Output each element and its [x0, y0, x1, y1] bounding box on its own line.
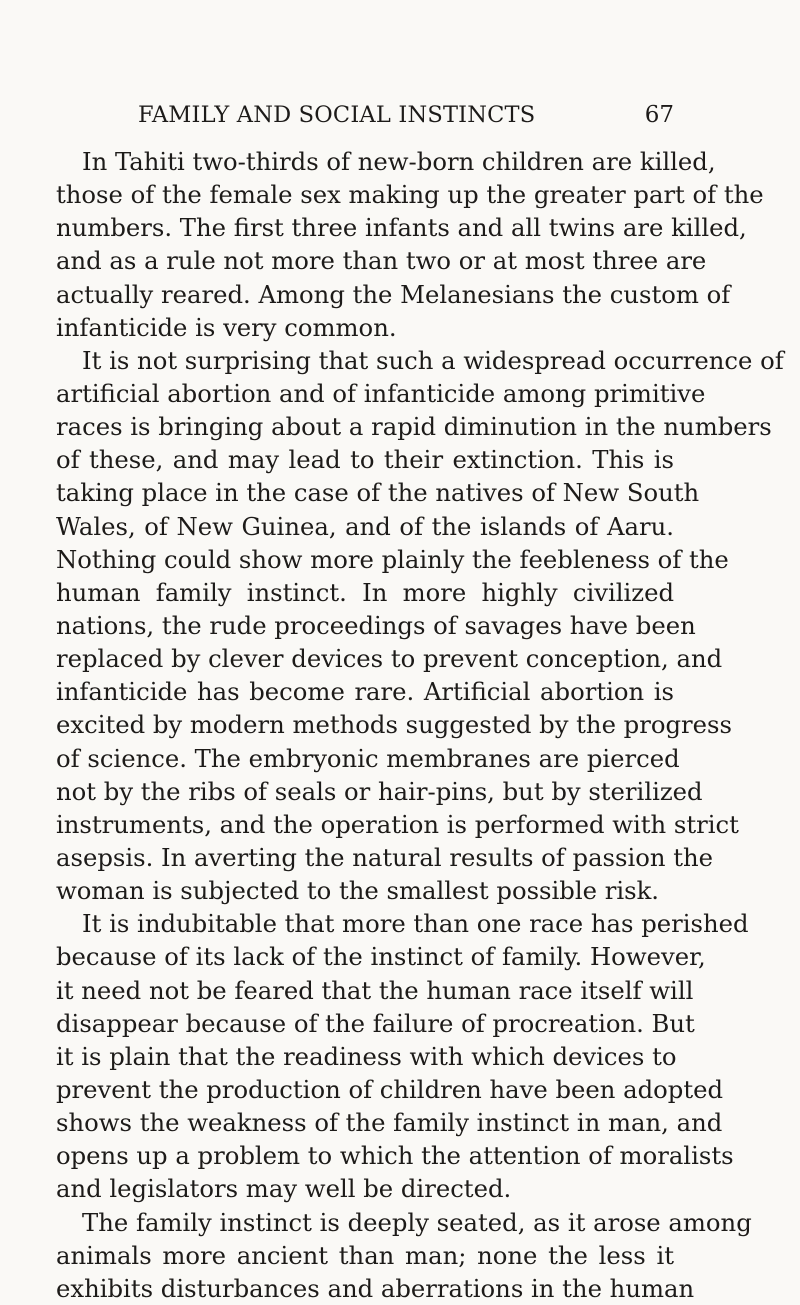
text-line: instruments, and the operation is performed with strict [56, 809, 739, 839]
text-line: Wales, of New Guinea, and of the islands of Aaru. [56, 511, 674, 541]
page-number: 67 [644, 102, 674, 128]
text-line: exhibits disturbances and aberrations in the human [56, 1273, 695, 1303]
text-line: animals more ancient than man; none the less it [56, 1240, 674, 1270]
page-header [138, 102, 674, 134]
text-line: replaced by clever devices to prevent conception, and [56, 644, 723, 674]
text-line: opens up a problem to which the attention of moralists [56, 1141, 734, 1171]
text-line: taking place in the case of the natives of New South [56, 478, 700, 508]
text-line: In Tahiti two-thirds of new-born children are killed, [82, 147, 716, 176]
text-line: and legislators may well be directed. [56, 1174, 512, 1204]
text-line: not by the ribs of seals or hair-pins, but by sterilized [56, 776, 703, 806]
text-line: and as a rule not more than two or at most three are [56, 246, 707, 276]
text-line: nations, the rude proceedings of savages have been [56, 610, 696, 640]
text-line: asepsis. In averting the natural results of passion the [56, 842, 714, 872]
text-line: actually reared. Among the Melanesians the custom of [56, 279, 731, 309]
running-head: FAMILY AND SOCIAL INSTINCTS [138, 102, 536, 128]
text-line: It is indubitable that more than one race has perished [82, 909, 749, 939]
text-line: prevent the production of children have been adopted [56, 1074, 724, 1104]
text-line: It is not surprising that such a widespread occurrence of [82, 345, 784, 375]
text-line: The family instinct is deeply seated, as it arose among [82, 1207, 752, 1237]
text-line: of science. The embryonic membranes are pierced [56, 743, 680, 773]
text-line: it is plain that the readiness with which devices to [56, 1041, 677, 1071]
text-line: numbers. The first three infants and all twins are killed, [56, 213, 747, 243]
text-line: it need not be feared that the human race itself will [56, 975, 694, 1005]
text-line: of these, and may lead to their extinction. This is [56, 445, 674, 475]
text-line: excited by modern methods suggested by the progress [56, 710, 732, 740]
text-line: woman is subjected to the smallest possible risk. [56, 876, 660, 906]
text-line: artificial abortion and of infanticide among primitive [56, 378, 706, 408]
text-line: infanticide is very common. [56, 312, 397, 342]
text-line: races is bringing about a rapid diminution in the numbers [56, 412, 772, 442]
text-line: disappear because of the failure of procreation. But [56, 1008, 695, 1038]
text-line: human family instinct. In more highly civilized [56, 577, 674, 607]
text-line: Nothing could show more plainly the feebleness of the [56, 544, 729, 574]
text-line: infanticide has become rare. Artificial abortion is [56, 677, 674, 707]
text-line: those of the female sex making up the greater part of the [56, 180, 764, 210]
text-line: because of its lack of the instinct of family. However, [56, 942, 706, 972]
body-text [56, 145, 784, 1305]
text-line: shows the weakness of the family instinct in man, and [56, 1108, 723, 1138]
